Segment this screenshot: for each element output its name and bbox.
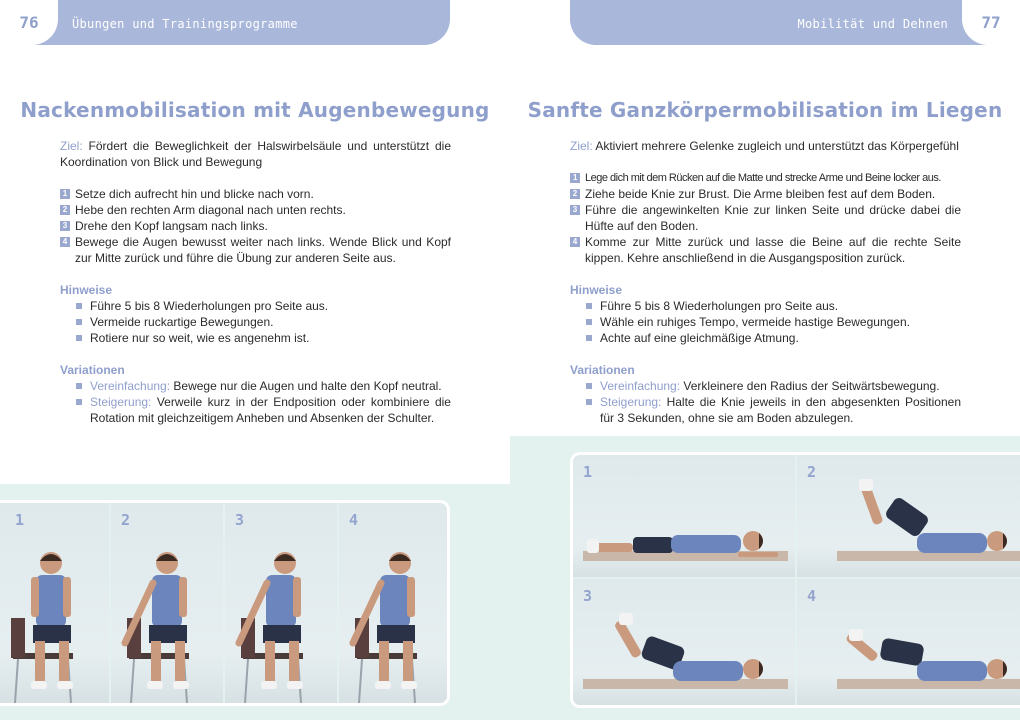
- step-item: [570, 186, 961, 202]
- step-text: Setze dich aufrecht hin und blicke nach vorn.: [75, 187, 314, 201]
- hint-text: Rotiere nur so weit, wie es angenehm ist.: [90, 331, 310, 345]
- variation-label: Vereinfachung:: [600, 379, 681, 393]
- step-text: Drehe den Kopf langsam nach links.: [75, 219, 268, 233]
- variation-text: Bewege nur die Augen und halte den Kopf neutral.: [173, 379, 442, 393]
- seated-person-figure: [111, 503, 223, 703]
- seated-photo-1: [0, 503, 109, 703]
- step-text: Führe die angewinkelten Knie zur linken Seite und drücke dabei die Hüfte auf den Boden.: [585, 203, 961, 233]
- hint-text: Wähle ein ruhiges Tempo, vermeide hastige Bewegungen.: [600, 315, 910, 329]
- right-goal-text: Aktiviert mehrere Gelenke zugleich und unterstützt das Körpergefühl: [595, 139, 959, 153]
- lying-photo-1: [573, 455, 795, 577]
- hint-text: Führe 5 bis 8 Wiederholungen pro Seite aus.: [90, 299, 329, 313]
- step-number-badge: 4: [60, 237, 70, 247]
- seated-person-figure: [225, 503, 337, 703]
- hint-item: [570, 314, 961, 330]
- lying-photo-4: [797, 579, 1020, 705]
- variation-text: Verweile kurz in der Endposition oder kombiniere die Rotation mit gleichzeitigem Anheben und Absenken der Schulter.: [90, 395, 451, 425]
- left-page-number: 76: [0, 0, 58, 45]
- seated-person-figure: [339, 503, 447, 703]
- right-hints: [570, 282, 961, 346]
- left-goal-text: Fördert die Beweglichkeit der Halswirbelsäule und unterstützt die Koordination von Blick und Bewegung: [60, 139, 451, 169]
- variation-label: Vereinfachung:: [90, 379, 171, 393]
- photo-number: 1: [15, 511, 25, 529]
- step-item: [60, 218, 451, 234]
- variation-item: [60, 378, 451, 394]
- variation-text: Halte die Knie jeweils in den abgesenkten Positionen für 3 Sekunden, ohne sie am Boden abzulegen.: [600, 395, 961, 425]
- seated-person-figure: [0, 503, 109, 703]
- bullet-square-icon: [586, 319, 592, 325]
- lying-person-figure: [573, 455, 795, 577]
- bullet-square-icon: [586, 335, 592, 341]
- step-item: [60, 234, 451, 266]
- variation-item: [570, 378, 961, 394]
- photo-number: 4: [349, 511, 359, 529]
- left-page-title: Nackenmobilisation mit Augenbewegung: [20, 98, 490, 122]
- bullet-square-icon: [76, 399, 82, 405]
- step-text: Lege dich mit dem Rücken auf die Matte und strecke Arme und Beine locker aus.: [585, 172, 941, 184]
- hints-heading: Hinweise: [570, 283, 623, 297]
- right-header-tab: [570, 0, 1020, 45]
- step-text: Hebe den rechten Arm diagonal nach unten rechts.: [75, 203, 346, 217]
- left-variations: [60, 362, 451, 426]
- right-steps: [570, 170, 961, 266]
- lying-person-figure: [797, 579, 1020, 705]
- variations-heading: Variationen: [60, 363, 125, 377]
- bullet-square-icon: [586, 303, 592, 309]
- step-text: Komme zur Mitte zurück und lasse die Beine auf die rechte Seite kippen. Kehre anschließend in die Ausgangsposition zurück.: [585, 235, 961, 265]
- step-number-badge: 1: [570, 173, 580, 183]
- left-photo-frame: [0, 500, 450, 706]
- right-variations: [570, 362, 961, 426]
- step-item: [60, 202, 451, 218]
- left-content: [60, 138, 451, 426]
- variation-text: Verkleinere den Radius der Seitwärtsbewegung.: [683, 379, 940, 393]
- seated-photo-2: [111, 503, 223, 703]
- left-goal: [60, 138, 451, 170]
- seated-photo-3: [225, 503, 337, 703]
- variation-item: [60, 394, 451, 426]
- right-goal-label: Ziel:: [570, 139, 593, 153]
- lying-photo-2: [797, 455, 1020, 577]
- step-number-badge: 2: [60, 205, 70, 215]
- bullet-square-icon: [76, 303, 82, 309]
- photo-number: 2: [807, 463, 817, 481]
- right-photo-frame: [570, 452, 1020, 708]
- right-goal: [570, 138, 961, 154]
- bullet-square-icon: [586, 399, 592, 405]
- step-number-badge: 1: [60, 189, 70, 199]
- hint-text: Vermeide ruckartige Bewegungen.: [90, 315, 274, 329]
- right-page-title: Sanfte Ganzkörpermobilisation im Liegen: [527, 98, 1003, 122]
- bullet-square-icon: [76, 335, 82, 341]
- bullet-square-icon: [76, 319, 82, 325]
- step-item: [570, 170, 961, 186]
- step-number-badge: 4: [570, 237, 580, 247]
- variation-label: Steigerung:: [90, 395, 152, 409]
- step-number-badge: 2: [570, 189, 580, 199]
- hint-text: Führe 5 bis 8 Wiederholungen pro Seite aus.: [600, 299, 839, 313]
- left-steps: [60, 186, 451, 266]
- hint-item: [60, 314, 451, 330]
- step-item: [570, 234, 961, 266]
- left-header-label: Übungen und Trainingsprogramme: [72, 17, 298, 31]
- hint-text: Achte auf eine gleichmäßige Atmung.: [600, 331, 799, 345]
- left-goal-label: Ziel:: [60, 139, 83, 153]
- bullet-square-icon: [586, 383, 592, 389]
- hint-item: [570, 298, 961, 314]
- photo-number: 3: [583, 587, 593, 605]
- lying-person-figure: [573, 579, 795, 705]
- step-number-badge: 3: [570, 205, 580, 215]
- variation-label: Steigerung:: [600, 395, 662, 409]
- hints-heading: Hinweise: [60, 283, 113, 297]
- photo-number: 4: [807, 587, 817, 605]
- right-content: [570, 138, 961, 426]
- variation-item: [570, 394, 961, 426]
- step-text: Ziehe beide Knie zur Brust. Die Arme bleiben fest auf dem Boden.: [585, 187, 936, 201]
- right-page: [510, 0, 1020, 720]
- step-item: [570, 202, 961, 234]
- bullet-square-icon: [76, 383, 82, 389]
- variations-heading: Variationen: [570, 363, 635, 377]
- photo-number: 1: [583, 463, 593, 481]
- seated-photo-4: [339, 503, 447, 703]
- step-text: Bewege die Augen bewusst weiter nach links. Wende Blick und Kopf zur Mitte zurück und führe die Übung zur anderen Seite aus.: [75, 235, 451, 265]
- step-item: [60, 186, 451, 202]
- right-page-number: 77: [962, 0, 1020, 45]
- left-header-tab: [0, 0, 450, 45]
- lying-photo-3: [573, 579, 795, 705]
- lying-person-figure: [797, 455, 1020, 577]
- hint-item: [60, 298, 451, 314]
- hint-item: [570, 330, 961, 346]
- photo-number: 3: [235, 511, 245, 529]
- right-header-label: Mobilität und Dehnen: [797, 17, 948, 31]
- step-number-badge: 3: [60, 221, 70, 231]
- hint-item: [60, 330, 451, 346]
- photo-number: 2: [121, 511, 131, 529]
- left-hints: [60, 282, 451, 346]
